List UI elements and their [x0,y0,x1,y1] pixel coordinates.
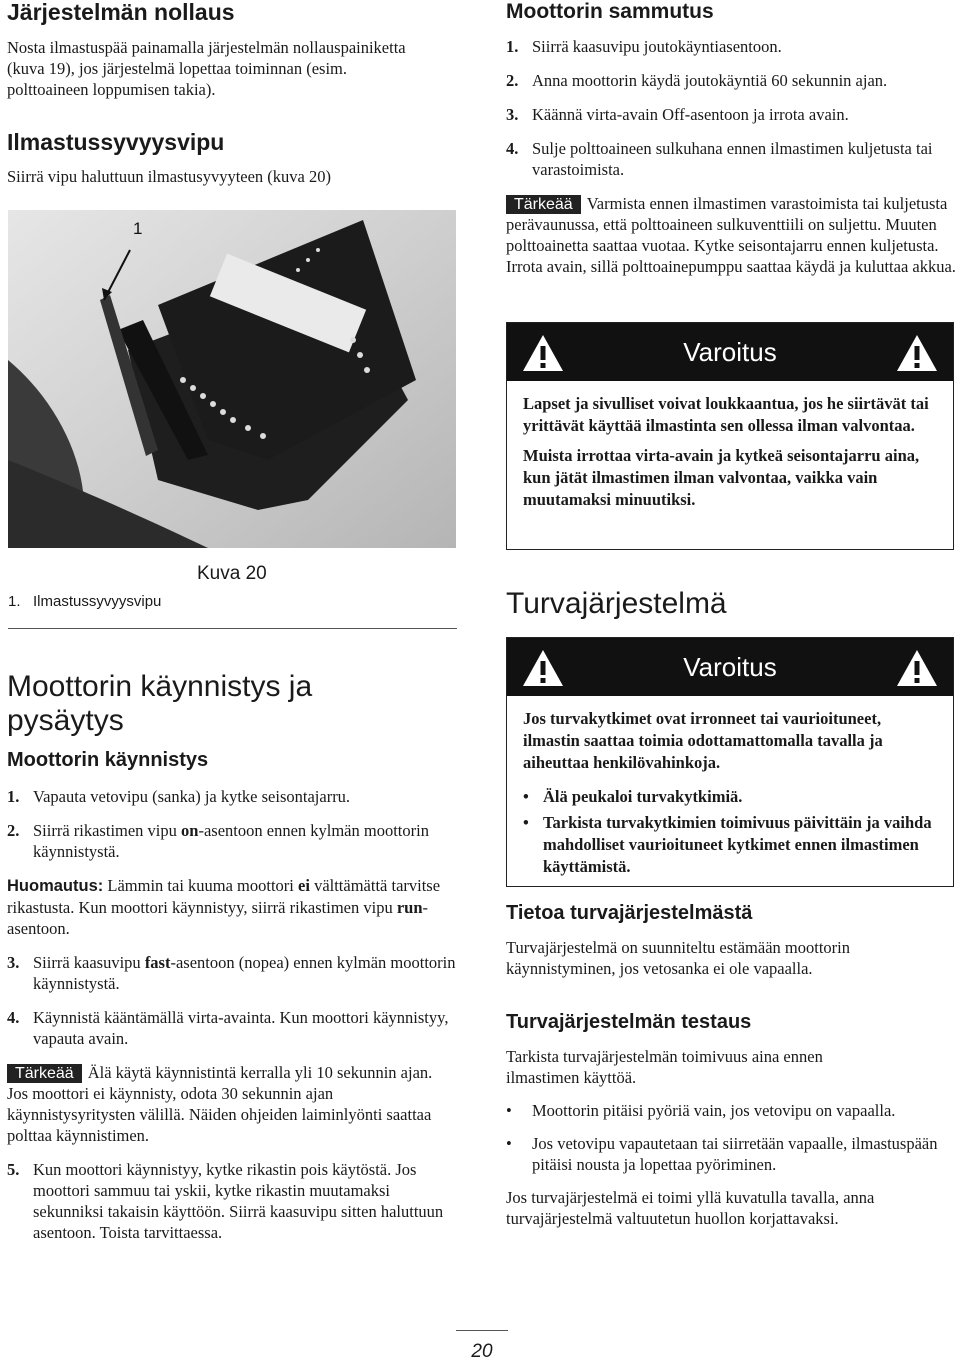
warning-bullet: • Tarkista turvakytkimien toimivuus päivittäin ja vaihda mahdolliset vaurioituneet kytkimet ennen ilmastimen käyttämistä. [523,813,932,876]
stop-important: Tärkeää Varmista ennen ilmastimen varastoimista tai kuljetusta perävaunussa, että polttoaineen sulkuventtiili on suljettu. Muuten polttoainetta saattaa vuotaa. Kytke seisontajarru ennen kuljetusta. Irrota avain, sillä polttoainepumppu saattaa käydä ja kuluttaa akkua. [506,194,956,277]
stop-step-2: 2. Anna moottorin käydä joutokäyntiä 60 sekunnin ajan. [506,71,888,91]
test-body: Tarkista turvajärjestelmän toimivuus aina ennen ilmastimen käyttöä. [506,1047,823,1087]
warning-box-2 [506,637,954,887]
aerator-control-panel-illustration [8,210,456,548]
warning-body: Jos turvakytkimet ovat irronneet tai vaurioituneet, ilmastin saattaa toimia odottamattomalla tavalla ja aiheuttaa henkilövahinkoja. • Älä peukaloi turvakytkimiä. • Tarkista turvakytkimien toimivuus päivittäin ja vaihda mahdolliset vaurioituneet kytkimet ennen ilmastimen käyttämistä. [507,696,953,892]
important-tag: Tärkeää [506,195,581,214]
stop-step-3: 3. Käännä virta-avain Off-asentoon ja irrota avain. [506,105,849,125]
test-closing: Jos turvajärjestelmä ei toimi yllä kuvatulla tavalla, anna turvajärjestelmä valtuutetun huollon korjattavaksi. [506,1188,875,1228]
about-body: Turvajärjestelmä on suunniteltu estämään moottorin käynnistyminen, jos vetosanka ei ole vapaalla. [506,938,850,978]
start-step-1: 1. Vapauta vetovipu (sanka) ja kytke seisontajarru. [7,787,351,807]
start-step-4: 4. Käynnistä kääntämällä virta-avainta. Kun moottori käynnistyy, vapauta avain. [7,1008,449,1049]
warning-header [507,323,953,381]
page-number-rule [456,1330,508,1331]
reset-title: Järjestelmän nollaus [7,0,235,25]
test-bullet: • Moottorin pitäisi pyöriä vain, jos vetovipu on vapaalla. [506,1101,896,1120]
warning-triangle-icon [895,648,939,688]
lever-title: Ilmastussyvyysvipu [7,129,225,156]
warning-header [507,638,953,696]
test-bullet: • Jos vetovipu vapautetaan tai siirretään vapaalle, ilmastuspään pitäisi nousta ja lopettaa pyöriminen. [506,1134,938,1174]
warning-box-1 [506,322,954,550]
warning-title: Varoitus [683,652,777,682]
right-column-bottom [506,902,956,1229]
page-number: 20 [471,1341,493,1362]
warning-bullet: • Älä peukaloi turvakytkimiä. [523,787,743,806]
warning-title: Varoitus [683,337,777,367]
figure-caption: Kuva 20 [197,563,267,584]
start-stop-section [7,670,457,1256]
start-note: Huomautus: Lämmin tai kuuma moottori ei välttämättä tarvitse rikastusta. Kun moottori käynnistyy, siirrä rikastimen vipu run-asentoon. [7,876,441,939]
left-column [7,0,457,187]
figure-divider [8,628,457,629]
stop-title: Moottorin sammutus [506,0,714,23]
start-subtitle: Moottorin käynnistys [7,749,209,772]
figure-photo [8,210,456,548]
warning-body: Lapset ja sivulliset voivat loukkaantua, jos he siirtävät tai yrittävät käyttää ilmastinta sen ollessa ilman valvontaa. Muista irrottaa virta-avain ja kytkeä seisontajarru aina, kun jätät ilmastimen ilman valvontaa, vaikka vain muutamaksi minuutiksi. [523,394,929,509]
important-tag: Tärkeää [7,1064,82,1083]
start-step-2: 2. Siirrä rikastimen vipu on-asentoon ennen kylmän moottorin käynnistystä. [7,821,429,862]
stop-step-4: 4. Sulje polttoaineen sulkuhana ennen ilmastimen kuljetusta tai varastoimista. [506,139,933,180]
test-title: Turvajärjestelmän testaus [506,1011,752,1033]
about-title: Tietoa turvajärjestelmästä [506,902,753,924]
reset-body: Nosta ilmastuspää painamalla järjestelmän nollauspainiketta (kuva 19), jos järjestelmä lopettaa toiminnan (esim. polttoaineen loppumisen takia). [7,38,406,100]
right-column-top [506,0,956,277]
start-important: Tärkeää Älä käytä käynnistintä kerralla yli 10 sekunnin ajan. Jos moottori ei käynnisty, odota 30 sekunnin ajan käynnistysyritysten välillä. Näiden ohjeiden laiminlyönti saattaa polttaa käynnistimen. [7,1063,433,1146]
warning-triangle-icon [895,333,939,373]
safety-title: Turvajärjestelmä [506,587,727,620]
warning-triangle-icon [521,648,565,688]
warning-triangle-icon [521,333,565,373]
figure-legend: 1. Ilmastussyvyysvipu [8,593,162,610]
start-step-5: 5. Kun moottori käynnistyy, kytke rikastin pois käytöstä. Jos moottori sammuu tai yskii, kytke rikastin muutamaksi sekunniksi takaisin käyttöön. Siirrä kaasuvipu sitten haluttuun asentoon. Toista tarvittaessa. [7,1160,444,1243]
lever-body: Siirrä vipu haluttuun ilmastusyvyyteen (kuva 20) [7,166,331,186]
start-step-3: 3. Siirrä kaasuvipu fast-asentoon (nopea) ennen kylmän moottorin käynnistystä. [7,953,456,994]
stop-step-1: 1. Siirrä kaasuvipu joutokäyntiasentoon. [506,37,782,57]
start-stop-title: Moottorin käynnistys ja pysäytys [7,670,313,737]
figure-callout-1: 1 [133,219,143,238]
